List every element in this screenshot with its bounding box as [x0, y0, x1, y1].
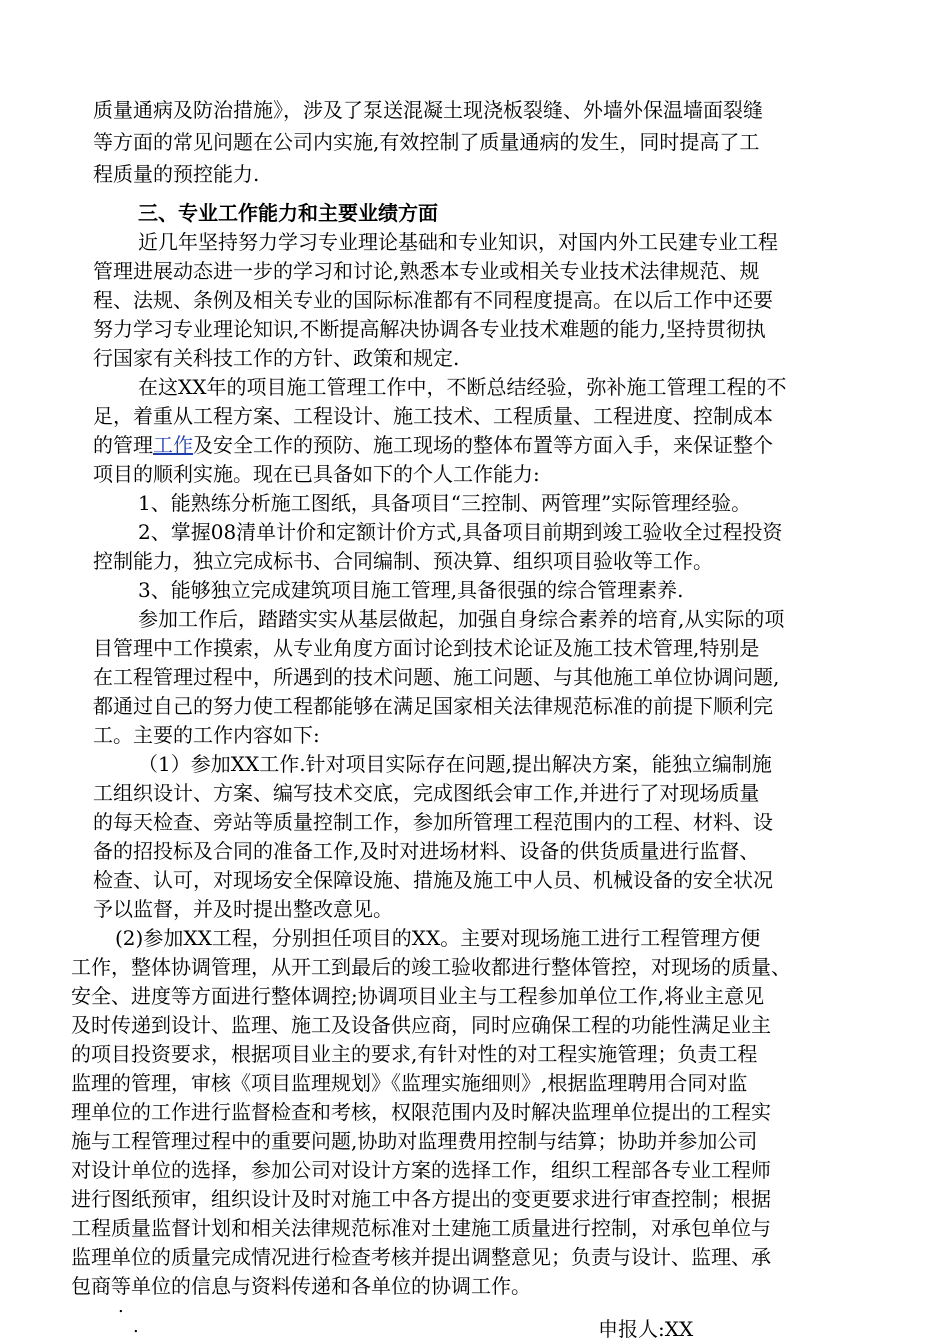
- work-item-2-line: 安全、进度等方面进行整体调控;协调项目业主与工程参加单位工作,将业主意见: [71, 984, 765, 1008]
- work-item-2-line: 对设计单位的选择，参加公司对设计方案的选择工作，组织工程部各专业工程师: [71, 1158, 771, 1182]
- paragraph-line: 参加工作后，踏踏实实从基层做起，加强自身综合素养的培育,从实际的项: [138, 607, 785, 631]
- work-item-1-line: 备的招投标及合同的准备工作,及时对进场材料、设备的供货质量进行监督、: [93, 839, 760, 863]
- intro-line: 等方面的常见问题在公司内实施,有效控制了质量通病的发生，同时提高了工: [93, 130, 760, 154]
- paragraph-line: 管理进展动态进一步的学习和讨论,熟悉本专业或相关专业技术法律规范、规: [93, 259, 760, 283]
- paragraph-line: 努力学习专业理论知识,不断提高解决协调各专业技术难题的能力,坚持贯彻执: [93, 317, 766, 341]
- paragraph-line: 在工程管理过程中，所遇到的技术问题、施工问题、与其他施工单位协调问题,: [93, 665, 780, 689]
- paragraph-line: 近几年坚持努力学习专业理论基础和专业知识，对国内外工民建专业工程: [138, 230, 778, 254]
- paragraph-line: 在这XX年的项目施工管理工作中，不断总结经验，弥补施工管理工程的不: [138, 375, 787, 399]
- work-item-2-line: 监理单位的质量完成情况进行检查考核并提出调整意见；负责与设计、监理、承: [71, 1245, 771, 1269]
- signature: 申报人:XX: [598, 1317, 694, 1341]
- work-item-2-line: (2)参加XX工程，分别担任项目的XX。主要对现场施工进行工程管理方便: [115, 926, 761, 950]
- work-item-1-line: 的每天检查、旁站等质量控制工作，参加所管理工程范围内的工程、材料、设: [93, 810, 773, 834]
- work-item-2-line: 的项目投资要求，根据项目业主的要求,有针对性的对工程实施管理；负责工程: [71, 1042, 758, 1066]
- dot-mark: .: [133, 1316, 139, 1337]
- paragraph-line: 行国家有关科技工作的方针、政策和规定.: [93, 346, 460, 370]
- paragraph-line: [93, 432, 773, 458]
- paragraph-line: 足，着重从工程方案、工程设计、施工技术、工程质量、工程进度、控制成本: [93, 404, 773, 428]
- ability-item: 3、能够独立完成建筑项目施工管理,具备很强的综合管理素养.: [138, 578, 684, 602]
- work-item-1-line: 予以监督，并及时提出整改意见。: [93, 897, 393, 921]
- work-item-2-line: 工程质量监督计划和相关法律规范标准对土建施工质量进行控制，对承包单位与: [71, 1216, 771, 1240]
- work-item-2-line: 监理的管理，审核《项目监理规划》《监理实施细则》,根据监理聘用合同对监: [71, 1071, 748, 1095]
- text-run: 的管理: [93, 433, 153, 457]
- work-item-2-line: 进行图纸预审，组织设计及时对施工中各方提出的变更要求进行审查控制；根据: [71, 1187, 771, 1211]
- ability-item: 2、掌握08清单计价和定额计价方式,具备项目前期到竣工验收全过程投资: [138, 520, 783, 544]
- paragraph-line: 程、法规、条例及相关专业的国际标准都有不同程度提高。在以后工作中还要: [93, 288, 773, 312]
- work-item-2-line: 工作，整体协调管理，从开工到最后的竣工验收都进行整体管控，对现场的质量、: [71, 955, 791, 979]
- paragraph-line: 工。主要的工作内容如下:: [93, 723, 320, 747]
- section-title: 三、专业工作能力和主要业绩方面: [138, 201, 438, 225]
- paragraph-line: 项目的顺利实施。现在已具备如下的个人工作能力:: [93, 462, 540, 486]
- paragraph-line: 目管理中工作摸索，从专业角度方面讨论到技术论证及施工技术管理,特别是: [93, 636, 760, 660]
- intro-line: 程质量的预控能力.: [93, 162, 260, 186]
- work-item-1-line: 工组织设计、方案、编写技术交底，完成图纸会审工作,并进行了对现场质量: [93, 781, 760, 805]
- text-run: 及安全工作的预防、施工现场的整体布置等方面入手，来保证整个: [193, 433, 773, 457]
- work-item-1-line: （1）参加XX工作.针对项目实际存在问题,提出解决方案，能独立编制施: [138, 752, 772, 776]
- dot-mark: .: [118, 1296, 124, 1317]
- ability-item: 控制能力，独立完成标书、合同编制、预决算、组织项目验收等工作。: [93, 549, 713, 573]
- work-item-2-line: 及时传递到设计、监理、施工及设备供应商，同时应确保工程的功能性满足业主: [71, 1013, 771, 1037]
- intro-line: 质量通病及防治措施》，涉及了泵送混凝土现浇板裂缝、外墙外保温墙面裂缝: [93, 98, 763, 122]
- work-item-1-line: 检查、认可，对现场安全保障设施、措施及施工中人员、机械设备的安全状况: [93, 868, 773, 892]
- paragraph-line: 都通过自己的努力使工程都能够在满足国家相关法律规范标准的前提下顺利完: [93, 694, 773, 718]
- work-item-2-line: 施与工程管理过程中的重要问题,协助对监理费用控制与结算；协助并参加公司: [71, 1129, 758, 1153]
- work-item-2-line: 包商等单位的信息与资料传递和各单位的协调工作。: [71, 1274, 531, 1298]
- work-item-2-line: 理单位的工作进行监督检查和考核，权限范围内及时解决监理单位提出的工程实: [71, 1100, 771, 1124]
- ability-item: 1、能熟练分析施工图纸，具备项目“三控制、两管理”实际管理经验。: [138, 491, 752, 515]
- work-link[interactable]: 工作: [153, 433, 193, 457]
